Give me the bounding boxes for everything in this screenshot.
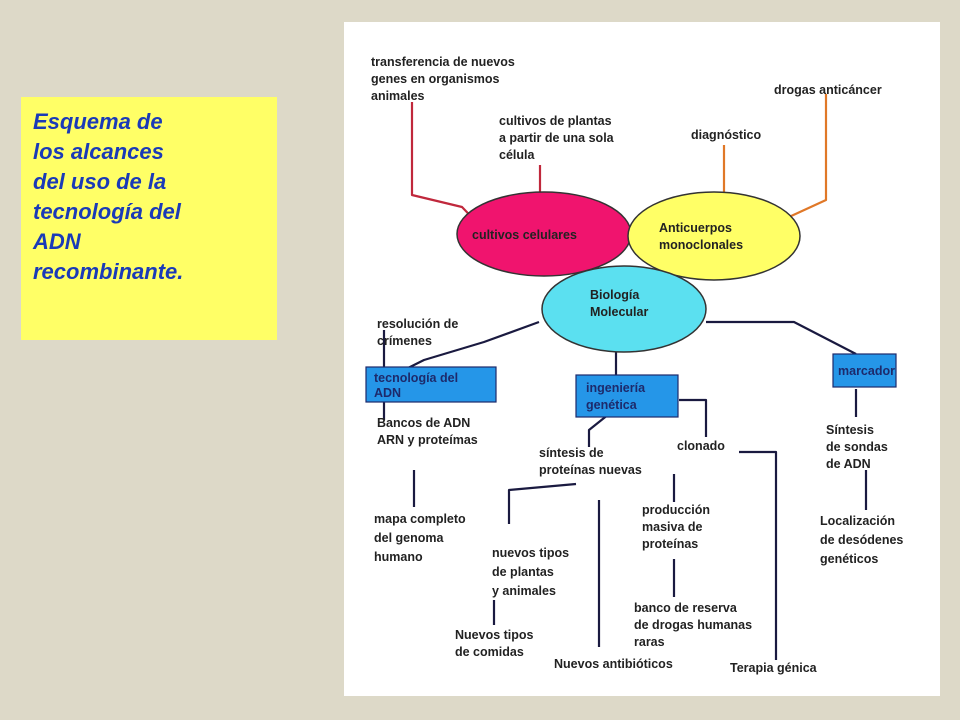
node-label-line: proteínas nuevas	[539, 463, 642, 477]
node-label-line: Síntesis	[826, 423, 874, 437]
node-label-marcador	[838, 364, 895, 378]
node-label-line: crímenes	[377, 334, 432, 348]
node-label-line: Nuevos antibióticos	[554, 657, 673, 671]
node-label-line: a partir de una sola	[499, 131, 614, 145]
node-label-line: banco de reserva	[634, 601, 737, 615]
node-label-line: ingeniería	[586, 381, 646, 395]
node-label-line: masiva de	[642, 520, 703, 534]
node-label-line: genes en organismos	[371, 72, 500, 86]
node-label-cultivos-plantas	[499, 114, 615, 162]
node-label-line: ADN	[374, 386, 402, 400]
node-label-line: Localización	[820, 514, 896, 528]
node-label-line: de plantas	[492, 565, 554, 579]
node-label-localizacion	[820, 514, 903, 566]
node-label-line: Bancos de ADN	[377, 416, 471, 430]
caption-box	[21, 97, 277, 340]
node-label-line: cultivos de plantas	[499, 114, 612, 128]
node-label-line: genéticos	[820, 552, 879, 566]
node-label-line: producción	[642, 503, 711, 517]
node-label-line: Nuevos tipos	[455, 628, 534, 642]
node-label-line: Terapia génica	[730, 661, 817, 675]
node-label-transferencia	[371, 55, 515, 103]
node-label-produccion	[642, 503, 710, 551]
node-label-line: monoclonales	[659, 238, 744, 252]
node-label-line: genética	[586, 398, 637, 412]
concept-map	[344, 22, 940, 696]
node-label-clonado	[677, 439, 725, 453]
node-label-line: raras	[634, 635, 665, 649]
node-label-drogas	[774, 83, 882, 97]
node-label-line: resolución de	[377, 317, 459, 331]
node-label-bancos	[377, 416, 478, 447]
node-label-terapia	[730, 661, 818, 675]
node-label-line: humano	[374, 550, 423, 564]
caption-line: los alcances	[33, 139, 164, 164]
node-label-line: nuevos tipos	[492, 546, 570, 560]
node-label-resolucion	[377, 317, 458, 348]
node-label-line: transferencia de nuevos	[371, 55, 515, 69]
node-label-nuevos-comidas	[455, 628, 534, 659]
connector-line	[706, 322, 856, 354]
node-label-line: marcador	[838, 364, 895, 378]
node-label-line: síntesis de	[539, 446, 604, 460]
connector-line	[589, 414, 609, 447]
node-label-line: Molecular	[590, 305, 649, 319]
node-label-line: de comidas	[455, 645, 524, 659]
connector-line	[679, 400, 706, 437]
node-label-line: drogas anticáncer	[774, 83, 882, 97]
node-label-line: cultivos celulares	[472, 228, 577, 242]
caption-line: Esquema de	[33, 109, 163, 134]
node-label-antibioticos	[554, 657, 673, 671]
diagram-panel	[344, 22, 940, 696]
node-label-line: del genoma	[374, 531, 444, 545]
node-label-line: ARN y proteímas	[377, 433, 478, 447]
caption-line: recombinante.	[33, 259, 184, 284]
node-label-cultivos-celulares	[472, 228, 577, 242]
node-label-line: mapa completo	[374, 512, 466, 526]
node-label-line: diagnóstico	[691, 128, 762, 142]
caption-line: tecnología del	[33, 199, 181, 224]
labels	[371, 55, 903, 675]
node-label-line: de drogas humanas	[634, 618, 753, 632]
node-label-line: y animales	[492, 584, 556, 598]
node-label-banco-reserva	[634, 601, 752, 649]
node-label-line: de sondas	[826, 440, 888, 454]
connector-line	[509, 484, 576, 524]
node-label-line: Anticuerpos	[659, 221, 732, 235]
node-label-sintesis-sondas	[826, 423, 888, 471]
connector-line	[789, 94, 826, 217]
node-label-line: de ADN	[826, 457, 871, 471]
node-label-line: proteínas	[642, 537, 699, 551]
node-label-line: célula	[499, 148, 535, 162]
caption-line: ADN	[33, 229, 81, 254]
node-label-line: tecnología del	[374, 371, 459, 385]
caption-line: del uso de la	[33, 169, 167, 194]
ellipse-anticuerpos	[628, 192, 800, 280]
node-label-line: clonado	[677, 439, 725, 453]
node-label-mapa	[374, 512, 466, 564]
node-label-line: animales	[371, 89, 425, 103]
node-label-sintesis-proteinas	[539, 446, 642, 477]
node-label-line: de desódenes	[820, 533, 904, 547]
node-label-line: Biología	[590, 288, 640, 302]
node-label-nuevos-tipos-plantas	[492, 546, 569, 598]
node-label-diagnostico	[691, 128, 762, 142]
